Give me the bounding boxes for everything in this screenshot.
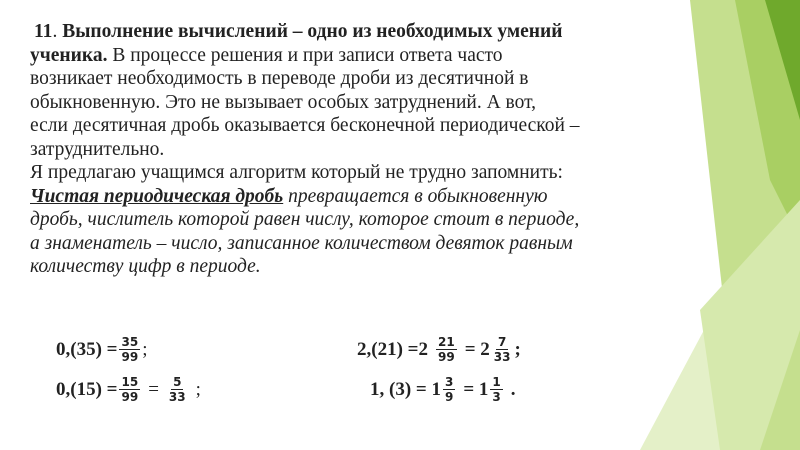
fraction-denominator: 9 (444, 390, 454, 404)
formula-1 (56, 335, 147, 364)
formula-4-fraction-1 (443, 375, 455, 404)
fraction-denominator: 33 (168, 390, 186, 404)
fraction-numerator: 3 (444, 375, 454, 389)
paragraph-heading-bold: Выполнение вычислений – одно из необходимых умений (57, 21, 563, 42)
formula-1-tail: ; (142, 338, 148, 360)
formula-3-mid: = (148, 378, 159, 400)
text-line-5: затруднительно. (30, 138, 165, 160)
formula-3-lhs: 0,(15) = (56, 378, 118, 400)
fraction-denominator: 99 (121, 390, 139, 404)
rule-line-4: количеству цифр в периоде. (30, 256, 261, 277)
fraction-numerator: 5 (173, 375, 182, 389)
paragraph-number-dot: . (52, 21, 58, 42)
fraction-denominator: 33 (493, 350, 511, 364)
formula-4-fraction-2 (490, 375, 502, 404)
paragraph-heading-line (30, 20, 720, 44)
fraction-denominator: 99 (121, 350, 139, 364)
rule-line-1-rest: превращается в обыкновенную (283, 185, 548, 207)
fraction-numerator: 15 (121, 375, 139, 389)
text-line-4: если десятичная дробь оказывается бесконечной периодической – (30, 115, 580, 136)
fraction-denominator: 3 (492, 390, 501, 404)
text-line-1-rest: В процессе решения и при записи ответа часто (107, 44, 503, 66)
formula-2-mid: = 2 (464, 338, 490, 360)
formula-2-fraction-1 (436, 335, 457, 364)
fraction-denominator: 99 (437, 350, 455, 364)
formula-4 (370, 375, 516, 404)
formula-2-fraction-2 (492, 335, 513, 364)
text-line-6: Я предлагаю учащимся алгоритм который не трудно запомнить: (30, 162, 563, 183)
formula-3-fraction-1 (119, 375, 140, 404)
fraction-numerator: 35 (121, 335, 139, 349)
fraction-numerator: 1 (492, 375, 501, 389)
formula-2 (357, 335, 521, 364)
formula-1-lhs: 0,(35) = (56, 338, 118, 360)
formula-3 (56, 375, 201, 404)
paragraph-number: 11 (34, 21, 53, 42)
formula-3-fraction-2 (167, 375, 188, 404)
text-line-2: возникает необходимость в переводе дроби из десятичной в (30, 68, 529, 89)
formula-4-tail: . (510, 378, 516, 400)
rule-line-1 (30, 185, 720, 209)
text-line-1 (30, 44, 720, 68)
formula-4-lhs: 1, (3) = 1 (370, 378, 441, 400)
fraction-numerator: 21 (437, 335, 455, 349)
text-line-3: обыкновенную. Это не вызывает особых затруднений. А вот, (30, 91, 537, 113)
formula-1-fraction (119, 335, 140, 364)
heading-bold-continuation: ученика. (30, 44, 108, 66)
slide-text-block (30, 20, 720, 279)
formula-2-lhs: 2,(21) =2 (357, 338, 428, 360)
rule-line-2: дробь, числитель которой равен числу, которое стоит в периоде, (30, 209, 580, 230)
fraction-numerator: 7 (497, 335, 507, 349)
rule-line-3: а знаменатель – число, записанное количеством девяток равным (30, 232, 573, 254)
formula-2-tail: ; (514, 338, 521, 360)
formula-4-mid: = 1 (463, 378, 489, 400)
rule-term: Чистая периодическая дробь (30, 185, 284, 207)
formula-3-tail: ; (195, 378, 201, 400)
